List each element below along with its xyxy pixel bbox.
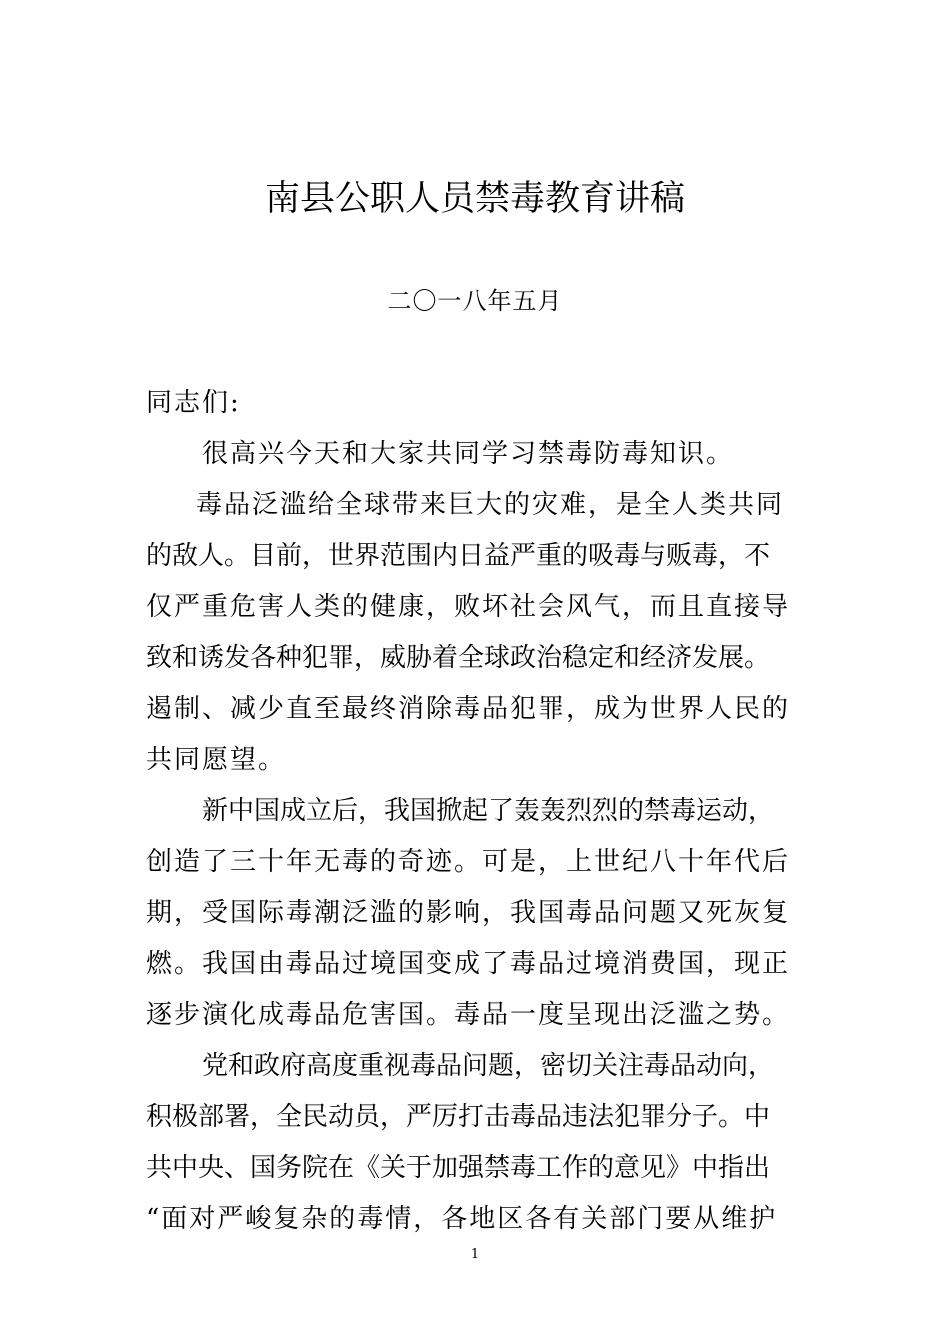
paragraph-line: 积极部署，全民动员，严厉打击毒品违法犯罪分子。中 <box>146 1102 771 1132</box>
paragraph-line: 仅严重危害人类的健康，败坏社会风气，而且直接导 <box>146 592 791 622</box>
paragraph-line: 新中国成立后，我国掀起了轰轰烈烈的禁毒运动， <box>202 796 775 826</box>
paragraph-line: 党和政府高度重视毒品问题，密切关注毒品动向， <box>202 1051 775 1081</box>
paragraph-line: 共同愿望。 <box>146 745 287 775</box>
paragraph-line: 逐步演化成毒品危害国。毒品一度呈现出泛滥之势。 <box>146 1000 791 1030</box>
paragraph-line: 的敌人。目前，世界范围内日益严重的吸毒与贩毒，不 <box>146 541 771 571</box>
paragraph-line: 创造了三十年无毒的奇迹。可是，上世纪八十年代后 <box>146 847 791 877</box>
document-date: 二〇一八年五月 <box>387 287 563 315</box>
paragraph-line: 燃。我国由毒品过境国变成了毒品过境消费国，现正 <box>146 949 791 979</box>
page-number: 1 <box>470 1247 480 1262</box>
paragraph-line: 共中央、国务院在《关于加强禁毒工作的意见》中指出 <box>146 1153 771 1183</box>
document-body <box>146 378 836 1245</box>
paragraph-line: 期，受国际毒潮泛滥的影响，我国毒品问题又死灰复 <box>146 898 791 928</box>
paragraph-line: “面对严峻复杂的毒情，各地区各有关部门要从维护 <box>146 1204 778 1234</box>
paragraph-line: 遏制、减少直至最终消除毒品犯罪，成为世界人民的 <box>146 694 791 724</box>
paragraph-line: 毒品泛滥给全球带来巨大的灾难，是全人类共同 <box>196 490 785 520</box>
salutation: 同志们: <box>146 388 241 418</box>
paragraph-line: 很高兴今天和大家共同学习禁毒防毒知识。 <box>202 439 735 469</box>
document-title: 南县公职人员禁毒教育讲稿 <box>264 179 685 219</box>
paragraph-line: 致和诱发各种犯罪，威胁着全球政治稳定和经济发展。 <box>146 643 771 673</box>
